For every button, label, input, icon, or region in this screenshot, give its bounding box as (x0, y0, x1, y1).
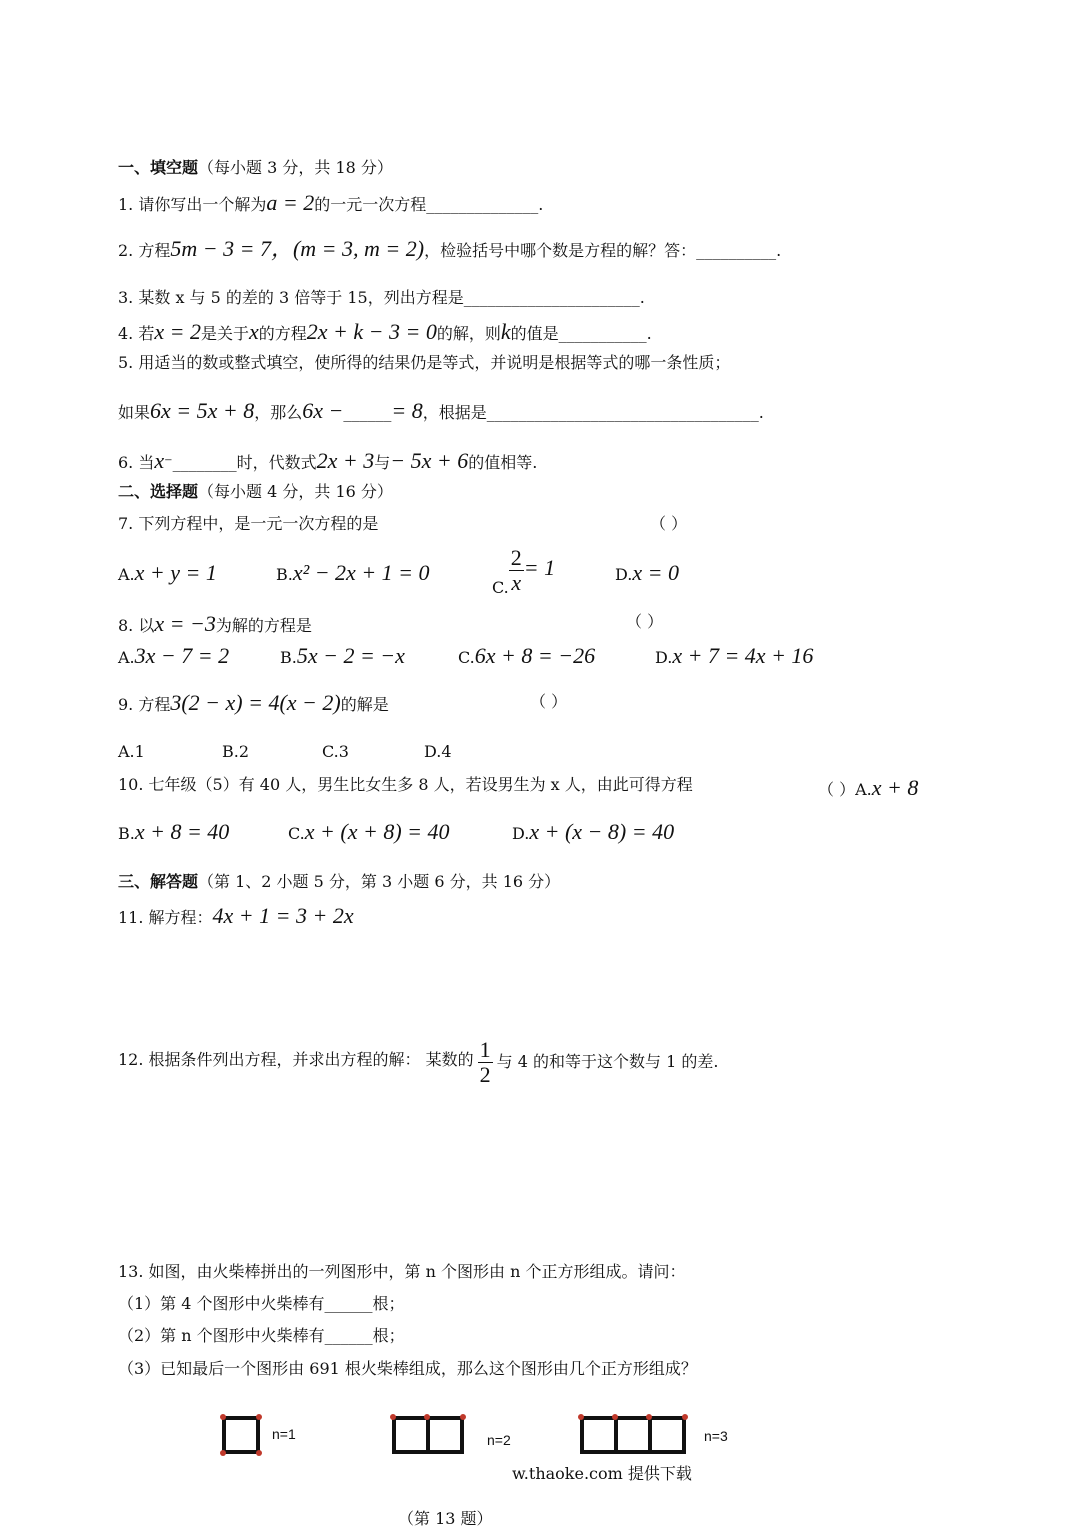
square-shape (426, 1416, 464, 1454)
figure-label: n=3 (704, 1428, 728, 1444)
figure-caption: （第 13 题） (398, 1509, 493, 1528)
option-d[interactable]: D.x + 7 = 4x + 16 (655, 643, 814, 668)
joint-dot (390, 1414, 396, 1420)
answer-blank[interactable]: ______________________ (463, 288, 640, 307)
question-10-stem: 10. 七年级（5）有 40 人，男生比女生多 8 人，若设男生为 x 人，由此可得方程 (118, 775, 693, 794)
footer-watermark: w.thaoke.com 提供下载 (512, 1464, 692, 1483)
option-b[interactable]: B.x² − 2x + 1 = 0 (276, 560, 430, 585)
option-d[interactable]: D.x = 0 (615, 560, 679, 585)
question-8-stem: 8. 以x = −3为解的方程是 (118, 611, 312, 636)
answer-blank[interactable]: ________ (172, 453, 237, 472)
question-2: 2. 方程5m − 3 = 7，(m = 3, m = 2)，检验括号中哪个数是方程的解？答：__________. (118, 236, 782, 261)
answer-blank[interactable]: ______ (343, 403, 392, 422)
joint-dot (220, 1414, 226, 1420)
matchstick-figure (220, 1414, 780, 1464)
section-1-heading: 一、填空题（每小题 3 分，共 18 分） (118, 158, 393, 177)
joint-dot (460, 1414, 466, 1420)
question-5-stem: 5. 用适当的数或整式填空，使所得的结果仍是等式，并说明是根据等式的哪一条性质； (118, 353, 731, 372)
option-b[interactable]: B.2 (222, 742, 250, 761)
question-7-stem: 7. 下列方程中，是一元一次方程的是 (118, 514, 379, 533)
question-13-stem: 13. 如图，由火柴棒拼出的一列图形中，第 n 个图形由 n 个正方形组成。请问： (118, 1262, 686, 1281)
answer-blank[interactable]: ___________ (558, 324, 647, 343)
question-3: 3. 某数 x 与 5 的差的 3 倍等于 15，列出方程是______________________. (118, 288, 645, 307)
question-11: 11. 解方程：4x + 1 = 3 + 2x (118, 903, 354, 928)
joint-dot (646, 1414, 652, 1420)
joint-dot (220, 1450, 226, 1456)
figure-label: n=1 (272, 1426, 296, 1442)
option-d[interactable]: D.x + (x − 8) = 40 (512, 819, 675, 844)
answer-paren[interactable]: （ ）A.x + 8 (818, 775, 919, 800)
joint-dot (256, 1414, 262, 1420)
square-shape (580, 1416, 618, 1454)
option-b[interactable]: B.5x − 2 = −x (280, 643, 405, 668)
answer-blank[interactable]: __________ (696, 241, 777, 260)
question-5-body: 如果6x = 5x + 8，那么6x −______= 8，根据是__________________________________. (118, 398, 764, 423)
joint-dot (256, 1450, 262, 1456)
question-13-part-1: （1）第 4 个图形中火柴棒有______根； (118, 1294, 405, 1313)
question-12: 12. 根据条件列出方程，并求出方程的解： 某数的 $\frac{1}{2}$ 与 4 的和等于这个数与 1 的差. (118, 1037, 719, 1088)
square-shape (614, 1416, 652, 1454)
answer-blank[interactable]: __________________________________ (486, 403, 759, 422)
option-c[interactable]: C.x + (x + 8) = 40 (288, 819, 450, 844)
section-2-heading: 二、选择题（每小题 4 分，共 16 分） (118, 482, 393, 501)
answer-blank[interactable]: ______________ (426, 195, 539, 214)
joint-dot (424, 1414, 430, 1420)
option-c[interactable]: C. $\frac{2}{x}$ = 1 (492, 545, 556, 598)
joint-dot (682, 1414, 688, 1420)
joint-dot (612, 1414, 618, 1420)
option-a[interactable]: A.3x − 7 = 2 (118, 643, 230, 668)
question-4: 4. 若x = 2是关于x的方程2x + k − 3 = 0的解，则k的值是___________. (118, 319, 652, 344)
square-shape (222, 1416, 260, 1454)
option-c[interactable]: C.6x + 8 = −26 (458, 643, 596, 668)
joint-dot (578, 1414, 584, 1420)
question-9-stem: 9. 方程3(2 − x) = 4(x − 2)的解是 (118, 690, 389, 715)
option-c[interactable]: C.3 (322, 742, 349, 761)
option-a[interactable]: A.1 (118, 742, 145, 761)
question-6: 6. 当x⁻________时，代数式2x + 3与− 5x + 6的值相等. (118, 448, 538, 473)
answer-paren[interactable]: （ ） (626, 612, 664, 631)
question-13-part-3: （3）已知最后一个图形由 691 根火柴棒组成，那么这个图形由几个正方形组成？ (118, 1359, 697, 1378)
option-d[interactable]: D.4 (424, 742, 452, 761)
answer-paren[interactable]: （ ） (650, 514, 688, 533)
square-shape (648, 1416, 686, 1454)
question-7-options: A.x + y = 1 (118, 560, 217, 585)
answer-paren[interactable]: （ ） (530, 692, 568, 711)
figure-label: n=2 (487, 1432, 511, 1448)
option-b[interactable]: B.x + 8 = 40 (118, 819, 230, 844)
square-shape (392, 1416, 430, 1454)
question-13-part-2: （2）第 n 个图形中火柴棒有______根； (118, 1326, 405, 1345)
question-1: 1. 请你写出一个解为a = 2的一元一次方程______________. (118, 190, 544, 215)
section-3-heading: 三、解答题（第 1、2 小题 5 分，第 3 小题 6 分，共 16 分） (118, 872, 561, 891)
